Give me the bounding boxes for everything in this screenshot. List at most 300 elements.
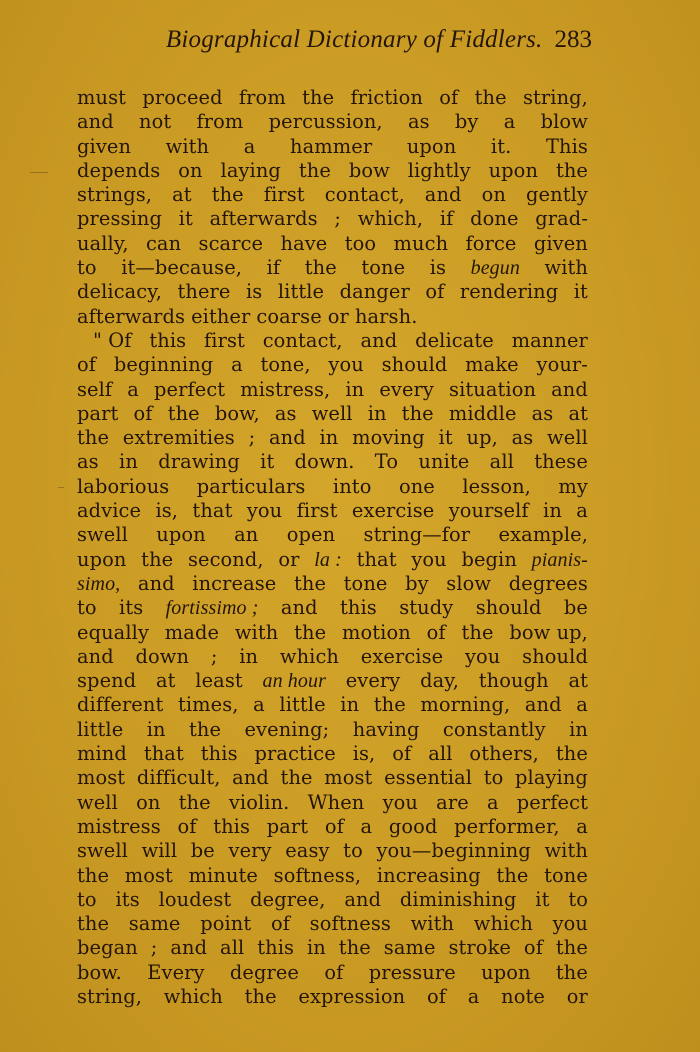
word: from [238, 86, 286, 109]
word: different [77, 693, 164, 717]
text-line [77, 596, 588, 620]
word: upon [156, 523, 206, 547]
word: tone [544, 863, 588, 887]
running-header [78, 26, 592, 54]
word: " Of [93, 328, 132, 352]
word: the [141, 547, 174, 571]
word: with [165, 134, 210, 158]
word: down [135, 644, 190, 668]
word: is [429, 256, 447, 280]
word: the [555, 742, 588, 766]
word: practice [254, 742, 336, 766]
text-line [77, 280, 588, 304]
word: all [428, 742, 453, 766]
word: minute [188, 863, 258, 887]
text-line [77, 475, 588, 499]
word: my [558, 474, 588, 498]
word: laborious [77, 474, 170, 498]
word: its [115, 887, 140, 911]
word: the [77, 863, 110, 887]
word: these [534, 450, 588, 474]
word: Every [147, 960, 205, 984]
word: mistress, [240, 377, 331, 401]
word: first [296, 499, 338, 523]
word: it [573, 280, 588, 304]
word: to [568, 887, 588, 911]
word: perfect [516, 790, 588, 814]
text-line [77, 426, 588, 450]
word: and [524, 693, 562, 717]
word: given [533, 231, 588, 255]
word: at [568, 401, 588, 425]
word: in [340, 693, 360, 717]
italic-word: pianis- [531, 548, 588, 571]
word: of [324, 814, 344, 838]
word: a [231, 353, 243, 377]
page-number: 283 [554, 26, 592, 53]
margin-mark [58, 487, 64, 488]
word: and [344, 887, 382, 911]
word: swell [77, 839, 128, 863]
word: mind [77, 742, 127, 766]
word: afterwards [209, 207, 318, 231]
word: well [311, 401, 353, 425]
word: grad- [535, 207, 588, 231]
word: with [544, 839, 588, 863]
word: laying [220, 158, 281, 182]
margin-mark [30, 172, 48, 173]
word: well [547, 426, 588, 450]
text-line [77, 232, 588, 256]
word: and [232, 766, 269, 790]
word: scarce [198, 231, 264, 255]
word: should [475, 596, 542, 620]
word: make [465, 353, 519, 377]
word: of [426, 620, 446, 644]
word: contact, [324, 183, 405, 207]
word: same [383, 936, 436, 960]
word: you [411, 547, 447, 571]
word: this [213, 814, 251, 838]
word: difficult, [136, 766, 221, 790]
word: good [388, 814, 438, 838]
word: to [77, 887, 97, 911]
word: When [307, 790, 365, 814]
word: on [136, 790, 161, 814]
word: up, [466, 426, 498, 450]
word: a [243, 134, 256, 158]
word: by [454, 110, 479, 134]
word: one [398, 474, 435, 498]
word: diminishing [399, 887, 517, 911]
word: ually, [77, 231, 129, 255]
word: not [139, 110, 172, 134]
word: it—because, [121, 256, 243, 280]
word: ; [334, 207, 341, 231]
word: all [489, 450, 514, 474]
word: tone, [260, 353, 311, 377]
word: are [436, 790, 469, 814]
text-line [77, 669, 588, 693]
text-line [77, 378, 588, 402]
word: tone [343, 571, 388, 595]
text-line [77, 135, 588, 159]
word: bow up, [509, 620, 588, 644]
word: ; [150, 936, 158, 960]
word: be [563, 596, 588, 620]
word: manner [511, 328, 588, 352]
word: the [189, 717, 222, 741]
word: be [190, 839, 215, 863]
word: example, [498, 523, 588, 547]
text-line [77, 815, 588, 839]
word: a [253, 693, 265, 717]
word: in [569, 717, 588, 741]
word: increase [192, 571, 277, 595]
word: lesson, [462, 474, 531, 498]
word: violin. [228, 790, 290, 814]
word: in [543, 499, 562, 523]
word: strings, [77, 183, 153, 207]
word: all [220, 936, 245, 960]
word: the [294, 620, 327, 644]
text-line [77, 256, 588, 280]
word: it. [490, 134, 512, 158]
word: the [338, 936, 371, 960]
word: in [146, 717, 166, 741]
word: of [392, 742, 412, 766]
word: should [522, 644, 588, 668]
word: the [304, 256, 337, 280]
word: is, [352, 742, 376, 766]
word: as [511, 426, 534, 450]
word: stroke [448, 936, 511, 960]
word: blow [540, 110, 588, 134]
word: can [145, 231, 182, 255]
word: bow, [214, 401, 260, 425]
word: and [551, 377, 588, 401]
word: of [439, 86, 459, 109]
italic-word: simo, [77, 572, 121, 595]
word: at [155, 669, 176, 693]
text-line [77, 402, 588, 426]
word: with [544, 256, 588, 280]
text-line [77, 110, 588, 134]
word: or [566, 984, 588, 1008]
text-line [77, 936, 588, 960]
word: and [77, 644, 114, 668]
word: of [77, 353, 97, 377]
word: must [77, 86, 127, 109]
word: if [439, 207, 454, 231]
word: which [279, 644, 340, 668]
text-line [77, 329, 588, 353]
word: in [306, 936, 326, 960]
word: as [274, 401, 297, 425]
word: it [535, 887, 550, 911]
word: and [170, 936, 208, 960]
text-line [77, 864, 588, 888]
word: that [192, 499, 233, 523]
word: the [302, 86, 335, 109]
word: performer, [454, 814, 560, 838]
word: the [555, 936, 588, 960]
word: swell [77, 523, 128, 547]
word: with [234, 620, 279, 644]
word: it [438, 426, 453, 450]
word: point [200, 912, 252, 936]
word: either [191, 304, 251, 328]
word: much [393, 231, 449, 255]
word: a [360, 814, 373, 838]
text-line [77, 207, 588, 231]
word: well [77, 790, 118, 814]
word: the [474, 86, 507, 109]
text-line [77, 912, 588, 936]
word: degrees [508, 571, 588, 595]
word: of [324, 960, 344, 984]
word: depends [77, 158, 161, 182]
word: very [228, 839, 272, 863]
word: little [277, 280, 325, 304]
word: the [373, 693, 406, 717]
word: playing [515, 766, 588, 790]
word: bow. [77, 960, 122, 984]
word: is [246, 280, 263, 304]
word: in [345, 377, 365, 401]
word: you [464, 644, 501, 668]
word: others, [469, 742, 539, 766]
word: gently [526, 183, 588, 207]
text-line [77, 159, 588, 183]
word: a [503, 110, 516, 134]
text-line [77, 961, 588, 985]
word: exercise [360, 644, 444, 668]
word: pressing [77, 207, 162, 231]
word: open [286, 523, 336, 547]
word: a [486, 790, 499, 814]
word: as [531, 401, 554, 425]
word: softness [309, 912, 391, 936]
word: a [576, 693, 588, 717]
word: this [200, 742, 238, 766]
word: and [268, 426, 306, 450]
word: evening; [244, 717, 330, 741]
word: done [470, 207, 519, 231]
word: most [77, 766, 126, 790]
word: on [178, 158, 203, 182]
word: study [399, 596, 454, 620]
running-title: Biographical Dictionary of Fiddlers. [165, 26, 543, 53]
italic-word: an hour [262, 670, 326, 693]
word: first [204, 328, 245, 352]
word: as [407, 110, 430, 134]
word: it [260, 450, 275, 474]
word: upon [77, 547, 127, 571]
text-line [77, 791, 588, 815]
word: and [424, 183, 462, 207]
word: of [177, 814, 197, 838]
word: pressure [368, 960, 456, 984]
italic-word: begun [470, 257, 520, 280]
word: that [356, 547, 397, 571]
word: that [143, 742, 184, 766]
word: delicate [415, 328, 494, 352]
word: too [344, 231, 377, 255]
word: your- [536, 353, 588, 377]
word: string, [77, 984, 142, 1008]
text-line [77, 305, 588, 329]
word: which [473, 912, 533, 936]
word: you [246, 499, 283, 523]
word: this [340, 596, 377, 620]
word: coarse [256, 304, 322, 328]
word: motion [341, 620, 411, 644]
word: extremities [122, 426, 235, 450]
word: rendering [459, 280, 559, 304]
text-line [77, 499, 588, 523]
word: most [324, 766, 373, 790]
text-line [77, 693, 588, 717]
italic-word: la : [314, 548, 342, 571]
text-line [77, 450, 588, 474]
word: contact, [262, 328, 343, 352]
word: in [119, 450, 138, 474]
word: to [483, 766, 504, 790]
word: a [576, 814, 588, 838]
word: to [77, 256, 97, 280]
text-line [77, 985, 588, 1009]
word: should [381, 353, 448, 377]
word: string, [522, 86, 588, 109]
word: string—for [363, 523, 471, 547]
word: least [195, 669, 243, 693]
word: day, [420, 669, 460, 693]
italic-word: fortissimo ; [165, 597, 259, 620]
word: a [127, 377, 139, 401]
word: at [568, 669, 588, 693]
word: a [576, 499, 588, 523]
word: force [465, 231, 517, 255]
word: in [239, 644, 259, 668]
text-line [77, 742, 588, 766]
text-line [77, 839, 588, 863]
word: delicacy, [77, 280, 163, 304]
word: first [263, 183, 305, 207]
word: every [379, 377, 434, 401]
text-line [77, 572, 588, 596]
word: loudest [158, 887, 232, 911]
text-line [77, 645, 588, 669]
word: lightly [407, 158, 471, 182]
word: harsh. [354, 304, 418, 328]
word: degree [229, 960, 300, 984]
word: little [77, 717, 124, 741]
word: unite [418, 450, 470, 474]
word: the [555, 158, 588, 182]
word: the [167, 401, 200, 425]
word: will [141, 839, 178, 863]
word: to [77, 596, 97, 620]
word: or [278, 547, 300, 571]
word: degree, [250, 887, 326, 911]
word: this [257, 936, 295, 960]
word: every [345, 669, 401, 693]
word: of [426, 984, 447, 1008]
word: though [478, 669, 549, 693]
word: the [555, 960, 588, 984]
word: into [332, 474, 372, 498]
word: mistress [77, 814, 161, 838]
word: moving [352, 426, 425, 450]
text-line [77, 523, 588, 547]
word: the [280, 766, 313, 790]
text-line [77, 86, 588, 110]
body-text [77, 86, 588, 1009]
word: increasing [376, 863, 481, 887]
word: part [77, 401, 119, 425]
word: same [128, 912, 181, 936]
word: and [360, 328, 398, 352]
word: having [352, 717, 420, 741]
text-line [77, 183, 588, 207]
word: you [328, 353, 364, 377]
word: the [293, 571, 327, 595]
text-line [77, 621, 588, 645]
word: morning, [420, 693, 511, 717]
word: advice [77, 499, 142, 523]
word: you [382, 790, 418, 814]
word: drawing [158, 450, 240, 474]
word: most [124, 863, 173, 887]
text-line [77, 888, 588, 912]
word: the [244, 984, 277, 1008]
word: essential [384, 766, 473, 790]
word: an [234, 523, 259, 547]
word: on [481, 183, 506, 207]
word: situation [449, 377, 537, 401]
word: softness, [273, 863, 362, 887]
word: as [77, 450, 99, 474]
word: second, [187, 547, 264, 571]
word: which [163, 984, 223, 1008]
word: exercise [351, 499, 435, 523]
word: part [266, 814, 309, 838]
word: the [461, 620, 494, 644]
word: bow [348, 158, 390, 182]
word: it [178, 207, 193, 231]
word: of [133, 401, 153, 425]
word: or [327, 304, 349, 328]
word: of [270, 912, 290, 936]
word: you [552, 912, 588, 936]
word: the [496, 863, 529, 887]
word: its [119, 596, 144, 620]
word: and [77, 110, 114, 134]
word: expression [298, 984, 406, 1008]
word: begin [461, 547, 517, 571]
word: is, [155, 499, 179, 523]
word: of [523, 936, 543, 960]
word: and [280, 596, 318, 620]
word: afterwards [77, 304, 186, 328]
word: percussion, [268, 110, 383, 134]
text-line [77, 353, 588, 377]
word: yourself [448, 499, 529, 523]
word: have [280, 231, 328, 255]
word: you—beginning [376, 839, 531, 863]
word: of [425, 280, 445, 304]
